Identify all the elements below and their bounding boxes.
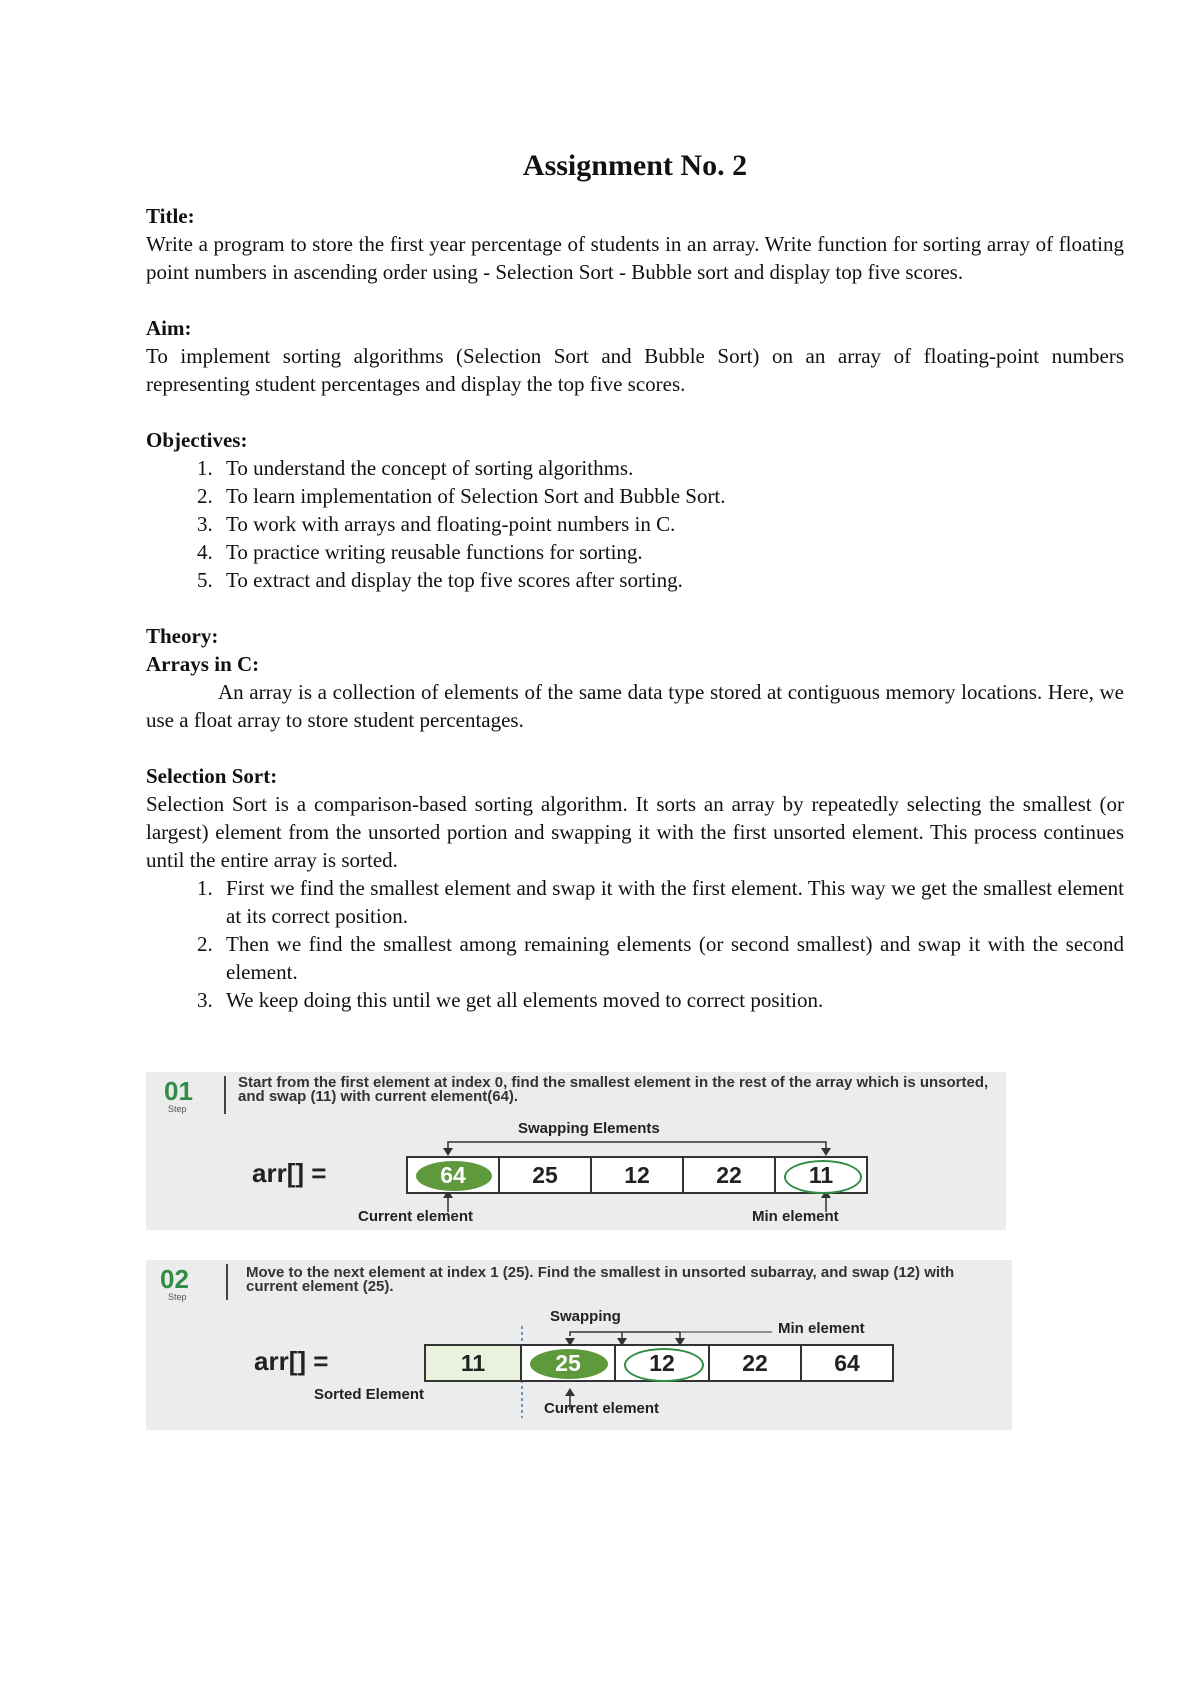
- array-cell: [498, 1156, 592, 1194]
- objective-item: 5. To extract and display the top five scores after sorting.: [218, 566, 1124, 594]
- selection-step-item: 2. Then we find the smallest among remaining elements (or second smallest) and swap it with the second element.: [218, 930, 1124, 986]
- array-cell: [614, 1344, 710, 1382]
- selection-sort-label: Selection Sort:: [146, 764, 278, 788]
- swapping-label: Swapping: [550, 1308, 621, 1325]
- array-value: 64: [440, 1161, 466, 1188]
- array-cell: [424, 1344, 522, 1382]
- array-value: 25: [555, 1349, 581, 1376]
- selection-steps-list: [146, 874, 1124, 1014]
- theory-label: Theory:: [146, 624, 219, 648]
- aim-text: To implement sorting algorithms (Selection Sort and Bubble Sort) on an array of floating-point numbers representing student percentages and display the top five scores.: [146, 344, 1124, 396]
- array-value: 12: [649, 1349, 675, 1376]
- step-number: 01: [164, 1076, 193, 1106]
- swapping-elements-label: Swapping Elements: [518, 1120, 660, 1137]
- arrays-label: Arrays in C:: [146, 652, 260, 676]
- objectives-label: Objectives:: [146, 428, 248, 452]
- array-cell: [708, 1344, 802, 1382]
- objective-item: 3. To work with arrays and floating-point numbers in C.: [218, 510, 1124, 538]
- step-label: Step: [168, 1292, 187, 1302]
- step-label: Step: [168, 1104, 187, 1114]
- array-cell: [406, 1156, 500, 1194]
- objective-item: 4. To practice writing reusable functions for sorting.: [218, 538, 1124, 566]
- array-value: 12: [624, 1161, 650, 1188]
- current-element-label: Current element: [544, 1400, 660, 1417]
- title-label: Title:: [146, 204, 195, 228]
- array-cell: [774, 1156, 868, 1194]
- array-cell: [682, 1156, 776, 1194]
- selection-step-item: 3. We keep doing this until we get all elements moved to correct position.: [218, 986, 1124, 1014]
- step-description: Start from the first element at index 0, find the smallest element in the rest of the array which is unsorted, and swap (11) with current element(64).: [238, 1074, 989, 1105]
- step-number: 02: [160, 1264, 189, 1294]
- array-value: 22: [742, 1349, 768, 1376]
- array-label: arr[] =: [254, 1346, 329, 1376]
- selection-sort-figure-step1: [146, 1072, 1006, 1230]
- page-title: Assignment No. 2: [522, 149, 748, 182]
- array-cell: [590, 1156, 684, 1194]
- arrays-text: An array is a collection of elements of the same data type stored at contiguous memory locations. Here, we use a float array to store student percentages.: [146, 680, 1124, 732]
- array-label: arr[] =: [252, 1158, 327, 1188]
- array-value: 64: [834, 1349, 860, 1376]
- current-element-label: Current element: [358, 1208, 474, 1225]
- array-cell: [800, 1344, 894, 1382]
- aim-label: Aim:: [146, 316, 192, 340]
- sorted-element-label: Sorted Element: [314, 1386, 425, 1403]
- swap-arrows: [146, 1072, 1006, 1230]
- step-description: Move to the next element at index 1 (25). Find the smallest in unsorted subarray, and swap (12) with current element (25).: [246, 1264, 955, 1295]
- array-value: 11: [808, 1161, 834, 1188]
- objective-item: 1. To understand the concept of sorting algorithms.: [218, 454, 1124, 482]
- array-value: 22: [716, 1161, 742, 1188]
- selection-sort-text: Selection Sort is a comparison-based sorting algorithm. It sorts an array by repeatedly selecting the smallest (or largest) element from the unsorted portion and swapping it with the first unsorted element. This process continues until the entire array is sorted.: [146, 792, 1124, 872]
- min-element-label: Min element: [778, 1320, 865, 1337]
- objective-item: 2. To learn implementation of Selection Sort and Bubble Sort.: [218, 482, 1124, 510]
- objectives-list: [146, 454, 1124, 594]
- array-value: 25: [532, 1161, 558, 1188]
- title-text: Write a program to store the first year percentage of students in an array. Write function for sorting array of floating point numbers in ascending order using - Selection Sort - Bubble sort and display top five scores.: [146, 232, 1124, 284]
- min-element-label: Min element: [752, 1208, 839, 1225]
- document-body: [146, 140, 1124, 1014]
- array-cell: [520, 1344, 616, 1382]
- selection-sort-figure-step2: [146, 1260, 1012, 1430]
- array-value: 11: [460, 1349, 486, 1376]
- selection-step-item: 1. First we find the smallest element and swap it with the first element. This way we get the smallest element at its correct position.: [218, 874, 1124, 930]
